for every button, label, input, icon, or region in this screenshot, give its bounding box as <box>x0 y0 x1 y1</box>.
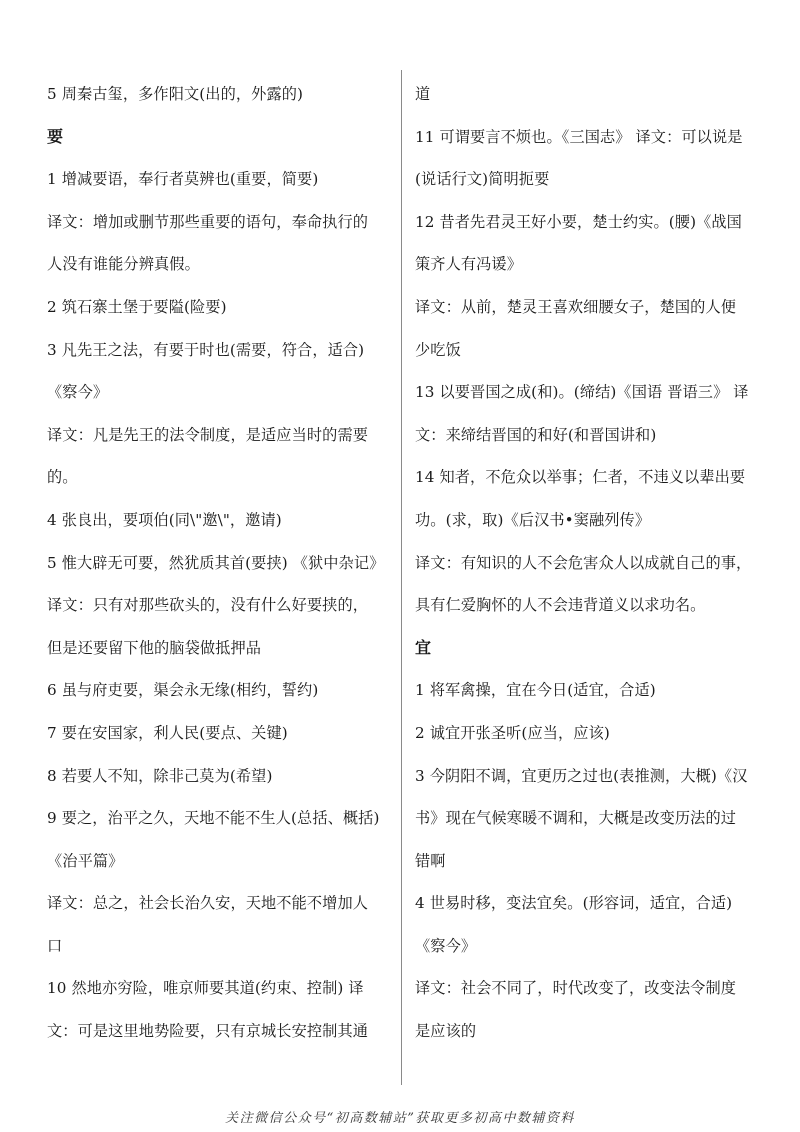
text-line: 13 以要晋国之成(和)。(缔结)《国语 晋语三》 译 <box>415 383 749 402</box>
text-line: 少吃饭 <box>415 340 461 359</box>
footer-note: 关注微信公众号“初高数辅站”获取更多初高中数辅资料 <box>225 1111 575 1126</box>
column-divider <box>401 70 402 1085</box>
text-line: 错啊 <box>415 851 446 870</box>
text-line: 译文：社会不同了，时代改变了，改变法令制度 <box>415 979 737 998</box>
text-line: 2 诚宜开张圣听(应当，应该) <box>415 723 610 742</box>
text-line: 人没有谁能分辨真假。 <box>47 255 200 274</box>
text-line: 具有仁爱胸怀的人不会违背道义以求功名。 <box>415 596 706 615</box>
text-line: 3 今阴阳不调，宜更历之过也(表推测，大概)《汉 <box>415 766 748 785</box>
section-heading: 宜 <box>415 637 432 657</box>
text-line: 10 然地亦穷险，唯京师要其道(约束、控制) 译 <box>47 979 364 998</box>
text-line: 文：来缔结晋国的和好(和晋国讲和) <box>415 425 657 444</box>
text-line: 译文：增加或删节那些重要的语句，奉命执行的 <box>47 212 369 231</box>
text-line: 文：可是这里地势险要，只有京城长安控制其通 <box>47 1022 369 1041</box>
text-line: 道 <box>415 85 431 103</box>
text-line: 译文：总之，社会长治久安，天地不能不增加人 <box>47 894 369 913</box>
text-line: 功。(求，取)《后汉书•窦融列传》 <box>415 510 651 529</box>
right-column <box>415 73 765 1053</box>
section-heading: 要 <box>47 126 64 146</box>
text-line: 译文：从前，楚灵王喜欢细腰女子，楚国的人便 <box>415 297 737 316</box>
text-line: 1 增减要语，奉行者莫辨也(重要，简要) <box>47 170 319 189</box>
text-line: 《察今》 <box>415 936 477 955</box>
text-line: 书》现在气候寒暖不调和，大概是改变历法的过 <box>415 809 737 828</box>
text-line: 《察今》 <box>47 383 109 402</box>
text-line: 译文：有知识的人不会危害众人以成就自己的事， <box>415 553 752 572</box>
left-column <box>47 73 397 1053</box>
text-line: 4 世易时移，变法宜矣。(形容词，适宜，合适) <box>415 894 733 913</box>
text-line: 14 知者，不危众以举事；仁者，不违义以辈出要 <box>415 468 746 487</box>
text-line: 11 可谓要言不烦也。《三国志》 译文：可以说是 <box>415 127 743 146</box>
text-line: 12 昔者先君灵王好小要，楚士约实。(腰)《战国 <box>415 212 742 231</box>
text-line: 7 要在安国家，利人民(要点、关键) <box>47 723 288 742</box>
text-line: 3 凡先王之法，有要于时也(需要，符合，适合) <box>47 340 365 359</box>
text-line: 策齐人有冯谖》 <box>415 255 523 274</box>
text-line: 《治平篇》 <box>47 851 124 870</box>
text-line: 1 将军禽操，宜在今日(适宜，合适) <box>415 681 656 700</box>
text-line: 6 虽与府吏要，渠会永无缘(相约，誓约) <box>47 681 319 700</box>
text-line: 的。 <box>47 468 78 487</box>
text-line: 译文：只有对那些砍头的，没有什么好要挟的， <box>47 596 369 615</box>
text-line: 5 惟大辟无可要，然犹质其首(要挟) 《狱中杂记》 <box>47 553 385 572</box>
text-line: 2 筑石寨土堡于要隘(险要) <box>47 297 227 316</box>
text-line: 但是还要留下他的脑袋做抵押品 <box>47 638 262 657</box>
text-line: 4 张良出，要项伯(同\"邀\"，邀请) <box>47 510 282 529</box>
text-line: 9 要之，治平之久，天地不能不生人(总括、概括) <box>47 809 380 828</box>
text-line: 口 <box>47 936 63 955</box>
text-line: 是应该的 <box>415 1022 477 1041</box>
text-line: 5 周秦古玺，多作阳文(出的，外露的) <box>47 85 304 103</box>
text-line: 8 若要人不知，除非己莫为(希望) <box>47 766 273 785</box>
text-line: (说话行文)简明扼要 <box>415 170 550 189</box>
text-line: 译文：凡是先王的法令制度，是适应当时的需要 <box>47 425 369 444</box>
